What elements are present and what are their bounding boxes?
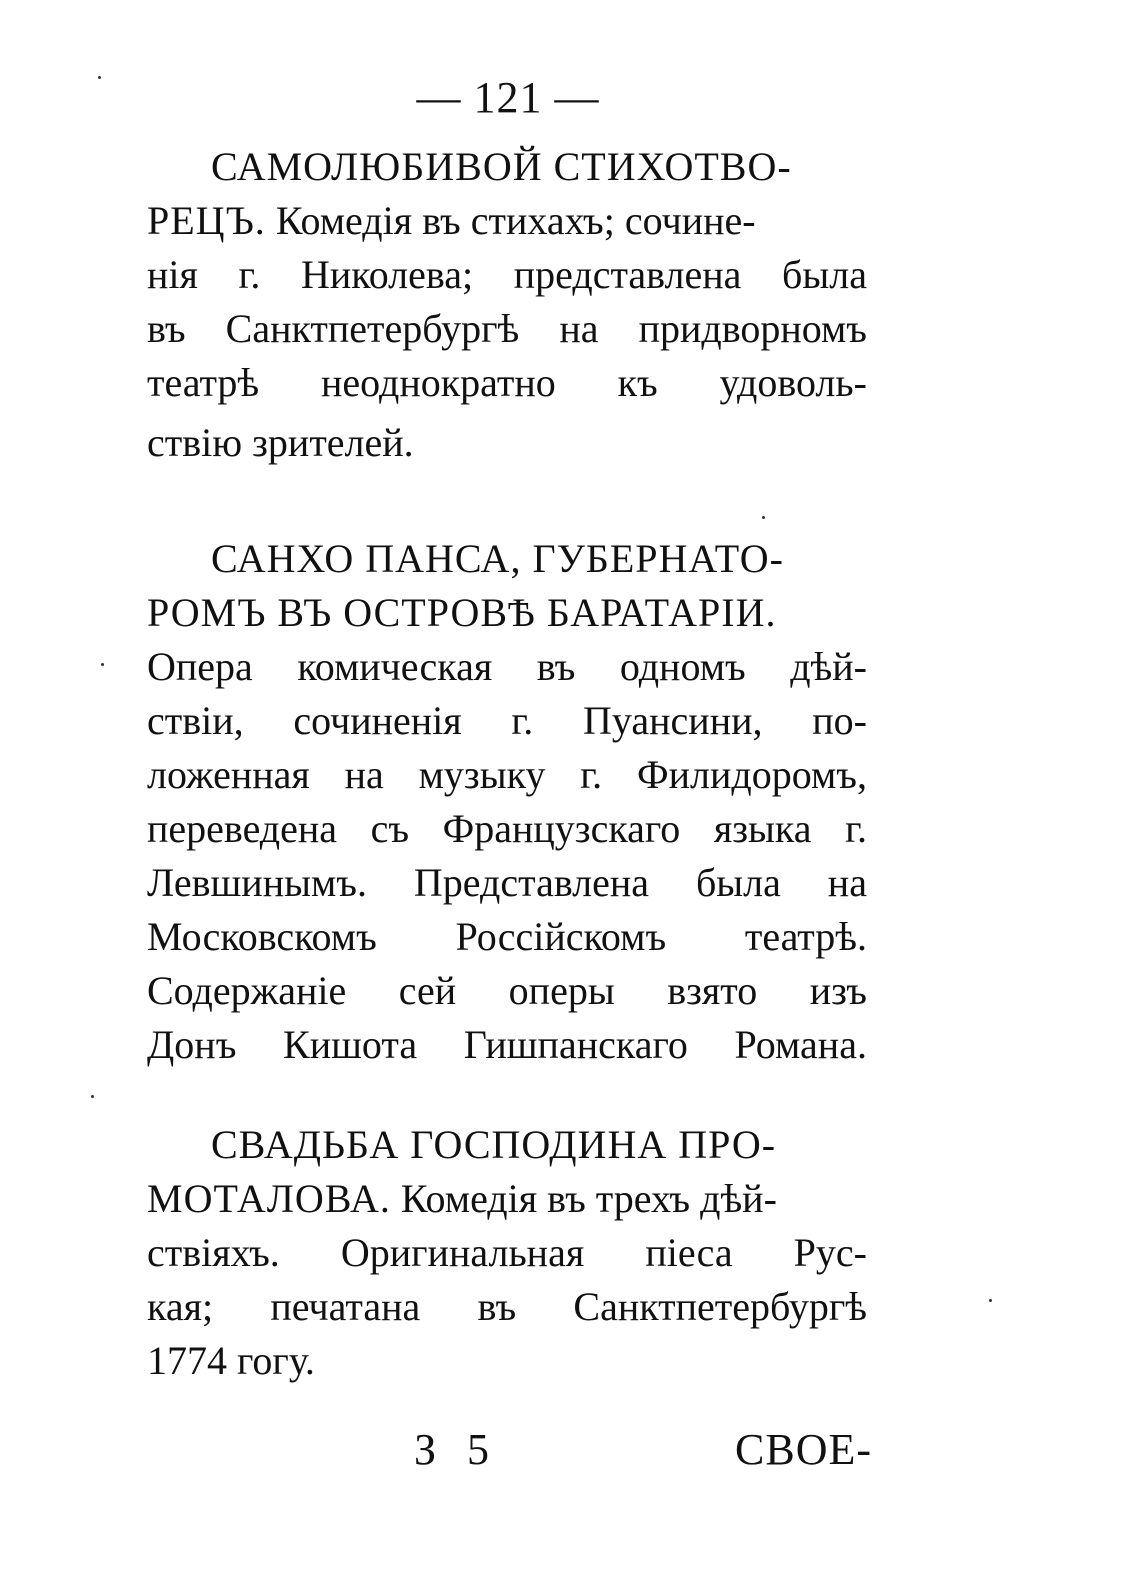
word: въ (477, 1284, 517, 1329)
entry-line (147, 140, 867, 194)
catalog-entry (147, 140, 867, 476)
entry-line (147, 802, 867, 856)
entry-line (147, 1118, 867, 1172)
word: на (559, 306, 599, 351)
entry-line (147, 1018, 867, 1072)
word: по- (812, 698, 867, 743)
entry-line (147, 910, 867, 964)
page-number: — 121 — (416, 73, 600, 122)
entry-text (147, 910, 867, 964)
entry-line (147, 640, 867, 694)
word: переведена (147, 806, 338, 851)
word: театрѣ (147, 360, 260, 405)
entry-text (147, 1018, 867, 1072)
word: сочиненія (293, 698, 462, 743)
word: ствіи, (147, 698, 244, 743)
entry-line (147, 410, 867, 476)
entry-line (147, 856, 867, 910)
word: взято (667, 968, 758, 1013)
word: къ (617, 360, 658, 405)
word: музыку (418, 752, 546, 797)
entry-line (147, 586, 867, 640)
entry-line (147, 964, 867, 1018)
entry-line (147, 248, 867, 302)
word: г. (580, 752, 603, 797)
word: Оригинальная (340, 1230, 585, 1275)
entry-text (147, 1280, 867, 1334)
word: въ (147, 306, 186, 351)
word: Содержаніе (147, 968, 347, 1013)
word: Гишпанскаго (463, 1022, 688, 1067)
word: Французскаго (442, 806, 681, 851)
entry-line (147, 194, 867, 248)
word: Представлена (413, 860, 650, 905)
word: кая; (147, 1284, 214, 1329)
scan-speck (101, 663, 104, 666)
scan-speck (989, 1299, 992, 1302)
word: языка (713, 806, 812, 851)
entry-text (147, 748, 867, 802)
entry-text (147, 856, 867, 910)
entry-line (147, 1280, 867, 1334)
entry-text (147, 1226, 867, 1280)
scan-speck (762, 516, 765, 519)
word: театрѣ. (744, 914, 867, 959)
entry-text (147, 640, 867, 694)
entry-line (147, 1226, 867, 1280)
word: оперы (508, 968, 615, 1013)
word: г. (845, 806, 867, 851)
entry-text: ствію зрителей. (147, 420, 414, 465)
entry-line (147, 1334, 867, 1388)
word: представлена (513, 252, 742, 297)
word: одномъ (619, 644, 746, 689)
word: была (695, 860, 781, 905)
word: Романа. (734, 1022, 867, 1067)
entry-line (147, 302, 867, 356)
word: дѣй- (790, 644, 867, 689)
scan-speck (98, 76, 101, 79)
word: г. (511, 698, 534, 743)
word: ствіяхъ. (147, 1230, 280, 1275)
entry-title: МОТАЛОВА. (147, 1176, 391, 1221)
entry-line (147, 356, 867, 410)
entry-text (147, 694, 867, 748)
word: изъ (809, 968, 867, 1013)
word: г. (238, 252, 261, 297)
word: была (782, 252, 867, 297)
word: сей (398, 968, 457, 1013)
entry-text (147, 302, 867, 356)
word: на (827, 860, 867, 905)
word: неоднократно (320, 360, 556, 405)
word: въ (536, 644, 576, 689)
signature-mark: З 5 (414, 1425, 500, 1474)
entry-line (147, 532, 867, 586)
word: піеса (645, 1230, 733, 1275)
word: нія (147, 252, 198, 297)
entry-line (147, 1172, 867, 1226)
word: Рус- (793, 1230, 867, 1275)
word: придворномъ (638, 306, 867, 351)
entry-text (147, 248, 867, 302)
catalog-entry (147, 1118, 867, 1388)
entry-title: РОМЪ ВЪ ОСТРОВѢ БАРАТАРІИ. (147, 590, 777, 635)
word: удоволь- (719, 360, 867, 405)
word: Опера (147, 644, 253, 689)
word: комическая (297, 644, 493, 689)
catchword: СВОЕ- (735, 1425, 872, 1474)
entry-title: РЕЦЪ. (147, 198, 266, 243)
word: ложенная (147, 752, 310, 797)
entry-text (147, 964, 867, 1018)
word: Филидоромъ, (636, 752, 867, 797)
word: печатана (270, 1284, 421, 1329)
entry-title: САМОЛЮБИВОЙ СТИХОТВО- (211, 144, 792, 189)
entry-text (147, 356, 867, 410)
word: Санктпетербургѣ (573, 1284, 867, 1329)
entry-text: Комедія въ стихахъ; сочине- (265, 198, 756, 243)
word: Россійскомъ (455, 914, 667, 959)
entry-text: 1774 гогу. (147, 1338, 315, 1383)
entry-text: Комедія въ трехъ дѣй- (390, 1176, 777, 1221)
word: Николева; (301, 252, 474, 297)
word: Московскомъ (147, 914, 377, 959)
catalog-entry (147, 532, 867, 1072)
entry-text (147, 802, 867, 856)
entry-line (147, 748, 867, 802)
word: Пуансини, (583, 698, 763, 743)
word: на (344, 752, 384, 797)
entry-title: САНХО ПАНСА, ГУБЕРНАТО- (211, 536, 784, 581)
word: Донъ (147, 1022, 237, 1067)
entry-line (147, 694, 867, 748)
word: съ (370, 806, 410, 851)
word: Санктпетербургѣ (225, 306, 520, 351)
scan-speck (91, 1095, 94, 1098)
word: Левшинымъ. (147, 860, 367, 905)
entry-title: СВАДЬБА ГОСПОДИНА ПРО- (211, 1122, 777, 1167)
word: Кишота (283, 1022, 418, 1067)
